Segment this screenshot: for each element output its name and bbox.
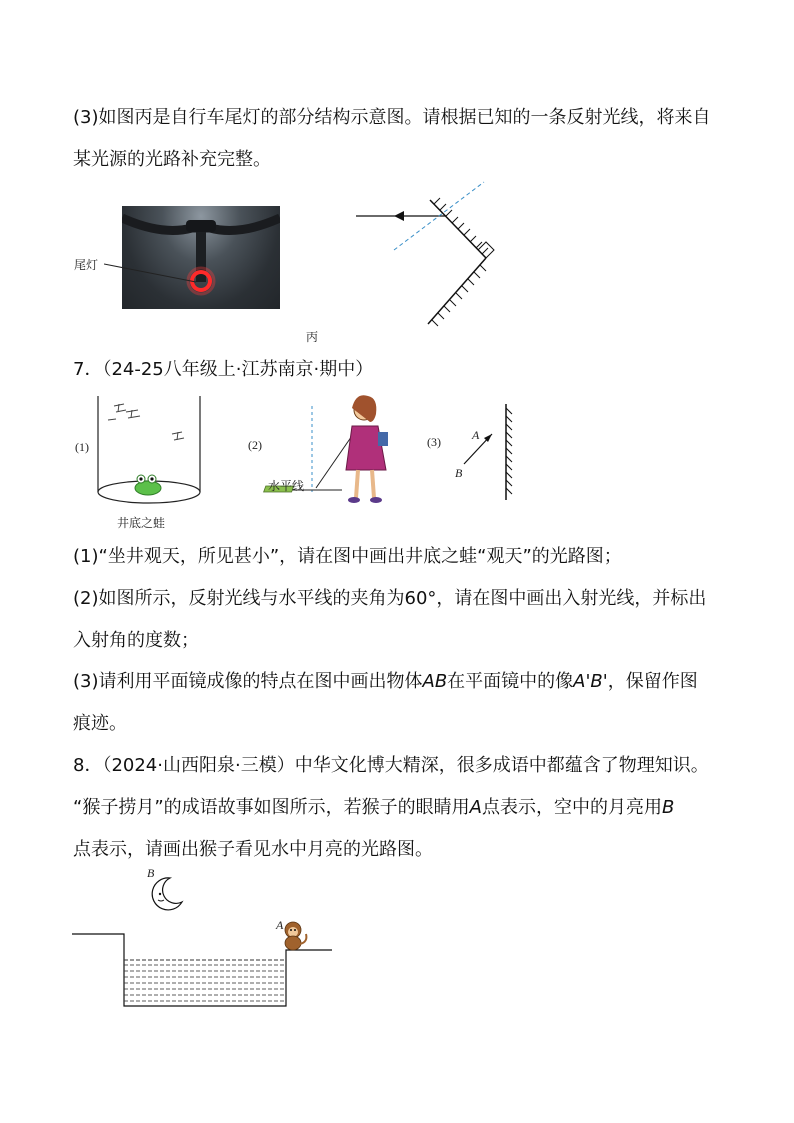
tail-light-label: 尾灯 (74, 258, 99, 272)
q7-part3-text-c: ，保留作图 (607, 671, 698, 692)
q8-line2 (73, 796, 674, 820)
plane-mirror-diagram (450, 400, 520, 504)
moon-b-label: B (147, 866, 155, 880)
reflector-diagram (350, 178, 510, 328)
point-b-label: B (455, 466, 463, 480)
q7-part2-line1: (2)如图所示，反射光线与水平线的夹角为60°，请在图中画出入射光线，并标出 (73, 588, 707, 609)
q7-part3-text-b: 在平面镜中的像 (447, 671, 574, 692)
q8-line2-a: A (469, 797, 482, 818)
q7-part3-line1 (73, 670, 698, 694)
monkey-icon (280, 920, 310, 952)
q7-part3-ab: AB (422, 671, 448, 692)
q7-part1: (1)“坐井观天，所见甚小”，请在图中画出井底之蛙“观天”的光路图； (73, 546, 622, 567)
q6-part3-line1: (3)如图丙是自行车尾灯的部分结构示意图。请根据已知的一条反射光线，将来自 (73, 107, 711, 128)
point-a-label: A (472, 428, 480, 442)
q7-part3-image: A'B' (573, 671, 608, 692)
moon-icon (146, 874, 186, 914)
q7-fig2-number: (2) (248, 438, 262, 452)
q7-fig3-number: (3) (427, 435, 441, 449)
q8-line2-b: B (661, 797, 675, 818)
q7-fig1-number: (1) (75, 440, 89, 454)
q7-header: 7．（24-25八年级上·江苏南京·期中） (73, 359, 374, 380)
q7-fig1-caption: 井底之蛙 (117, 516, 166, 530)
horizontal-line-label: 水平线 (268, 479, 305, 493)
q8-line2-text-a: “猴子捞月”的成语故事如图所示，若猴子的眼睛用 (73, 797, 470, 818)
q8-line3: 点表示，请画出猴子看见水中月亮的光路图。 (73, 839, 433, 860)
girl-figure (346, 395, 388, 503)
monkey-a-label: A (276, 918, 284, 932)
q7-part3-line2: 痕迹。 (73, 713, 127, 734)
q8-line2-text-b: 点表示，空中的月亮用 (481, 797, 662, 818)
figure-bing-caption: 丙 (306, 330, 319, 344)
q7-part2-line2: 入射角的度数； (73, 630, 199, 651)
tail-light-pointer (104, 258, 200, 288)
q6-part3-line2: 某光源的光路补充完整。 (73, 149, 271, 170)
well-diagram (94, 392, 206, 504)
q7-part3-text-a: (3)请利用平面镜成像的特点在图中画出物体 (73, 671, 423, 692)
q8-line1: 8．（2024·山西阳泉·三模）中华文化博大精深，很多成语中都蕴含了物理知识。 (73, 755, 709, 776)
frog-icon (135, 475, 161, 495)
